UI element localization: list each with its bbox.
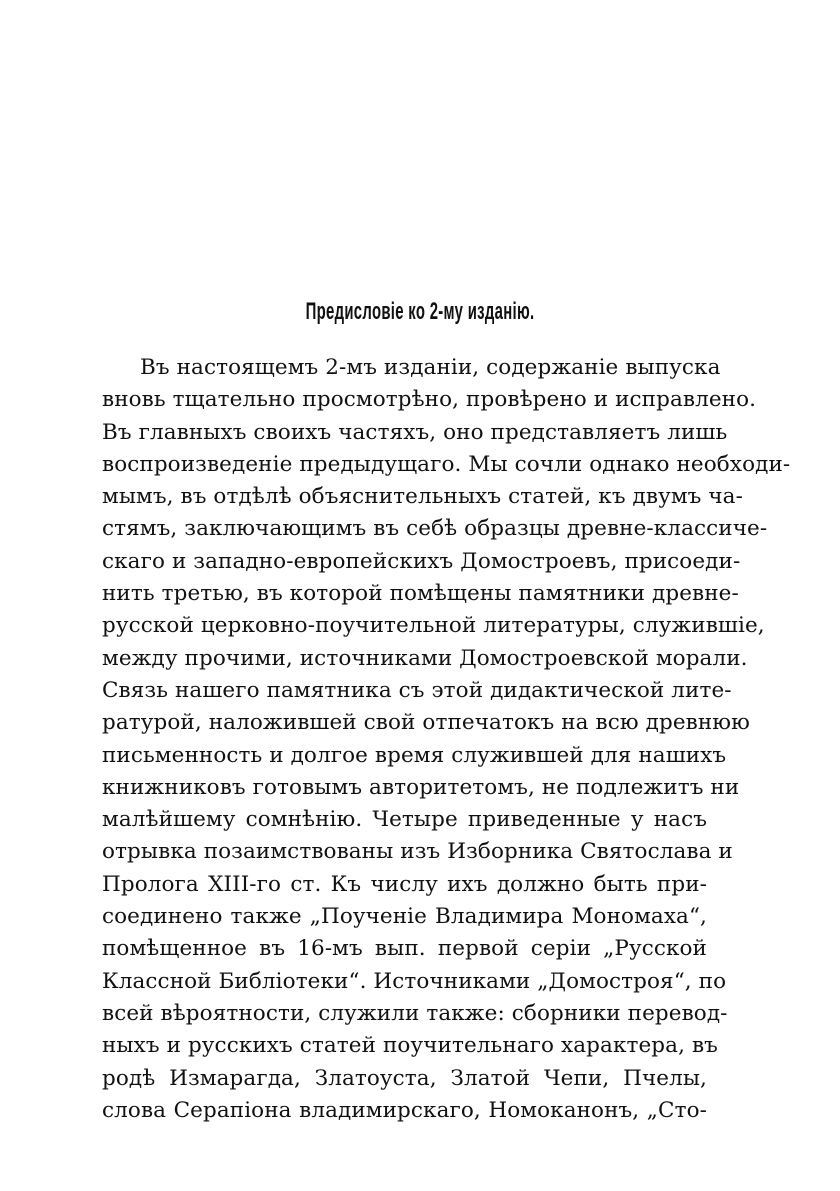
- text-line: Въ главныхъ своихъ частяхъ, оно представляетъ лишь: [102, 419, 728, 445]
- text-line: соединено также „Поученіе Владимира Мономаха“,: [102, 904, 707, 930]
- text-line: книжниковъ готовымъ авторитетомъ, не подлежитъ ни: [102, 774, 740, 800]
- text-line: Связь нашего памятника съ этой дидактической лите-: [102, 677, 732, 703]
- text-line: русской церковно-поучительной литературы, служившіе,: [102, 613, 765, 639]
- text-line: письменность и долгое время служившей для нашихъ: [102, 742, 727, 768]
- text-line: помѣщенное въ 16-мъ вып. первой серіи „Русской: [102, 936, 707, 962]
- text-line: малѣйшему сомнѣнію. Четыре приведенные у насъ: [102, 807, 707, 833]
- page-heading: Предисловіе ко 2-му изданію.: [305, 298, 535, 325]
- text-line: ратурой, наложившей свой отпечатокъ на всю древнюю: [102, 710, 750, 736]
- text-line: стямъ, заключающимъ въ себѣ образцы древне-классиче-: [102, 516, 768, 542]
- text-line: отрывка позаимствованы изъ Изборника Святослава и: [102, 839, 733, 865]
- text-line: нить третью, въ которой помѣщены памятники древне-: [102, 581, 739, 607]
- body-text: [102, 352, 791, 1127]
- text-line: воспроизведеніе предыдущаго. Мы сочли однако необходи-: [102, 451, 791, 477]
- text-line: скаго и западно-европейскихъ Домостроевъ, присоеди-: [102, 548, 741, 574]
- text-line: Въ настоящемъ 2-мъ изданіи, содержаніе выпуска: [140, 355, 721, 380]
- text-line: слова Серапіона владимирскаго, Номоканонъ, „Сто-: [102, 1097, 707, 1123]
- text-line: ныхъ и русскихъ статей поучительнаго характера, въ: [102, 1033, 718, 1059]
- text-line: всей вѣроятности, служили также: сборники перевод-: [102, 1000, 728, 1026]
- text-line: Классной Библіотеки“. Источниками „Домостроя“, по: [102, 968, 727, 994]
- text-line: родѣ Измарагда, Златоуста, Златой Чепи, Пчелы,: [102, 1065, 707, 1091]
- text-line: между прочими, источниками Домостроевской морали.: [102, 645, 748, 671]
- text-line: вновь тщательно просмотрѣно, провѣрено и исправлено.: [102, 387, 757, 413]
- text-line: Пролога XIII-го ст. Къ числу ихъ должно быть при-: [102, 871, 707, 897]
- text-line: мымъ, въ отдѣлѣ объяснительныхъ статей, къ двумъ ча-: [102, 484, 743, 510]
